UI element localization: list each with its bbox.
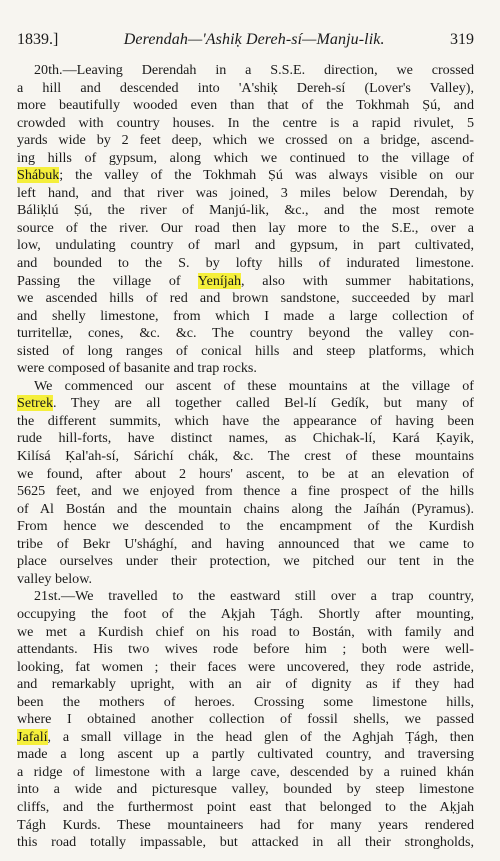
text-line bbox=[17, 694, 474, 712]
text-segment: more beautifully wooded even than that of the Tokhmah Ṣú, and bbox=[17, 97, 474, 114]
text-line bbox=[17, 606, 474, 624]
text-line bbox=[17, 378, 474, 396]
text-segment: . They are all together called Bel-lí Gedík, but many of bbox=[53, 395, 474, 412]
highlighted-place-name: Jafalí bbox=[17, 728, 48, 745]
text-segment: Tágh Kurds. These mountaineers had for many years rendered bbox=[17, 816, 474, 833]
text-line bbox=[17, 255, 474, 273]
text-line bbox=[17, 220, 474, 238]
text-line bbox=[17, 817, 474, 835]
text-segment: crowded with country houses. In the centre is a rapid rivulet, 5 bbox=[17, 114, 474, 131]
text-line bbox=[17, 360, 474, 378]
text-line bbox=[17, 641, 474, 659]
text-segment: sisted of long ranges of conical hills and steep platforms, which bbox=[17, 342, 474, 359]
text-segment: , a small village in the head glen of the Aghjah Ṭágh, then bbox=[47, 728, 474, 745]
text-line bbox=[17, 132, 474, 150]
text-line bbox=[17, 395, 474, 413]
header-title: Derendah—'Ashiḳ Dereh-sí—Manju-lik. bbox=[123, 31, 385, 48]
highlighted-place-name: Yeníjah bbox=[197, 272, 241, 289]
text-line bbox=[17, 466, 474, 484]
text-segment: and remarkably upright, with an air of dignity as if they had bbox=[17, 676, 474, 693]
text-line bbox=[17, 711, 474, 729]
text-segment: we ascended hills of red and brown sandstone, succeeded by marl bbox=[17, 290, 474, 307]
text-line bbox=[17, 518, 474, 536]
highlighted-place-name: Shábuk bbox=[17, 167, 60, 184]
text-segment: been the mothers of heroes. Crossing some limestone hills, bbox=[17, 693, 474, 710]
text-segment: into a wide and picturesque valley, bounded by steep limestone bbox=[17, 781, 474, 798]
text-line bbox=[17, 167, 474, 185]
text-segment: cliffs, and the furthermost point east that belonged to the Aḳjah bbox=[17, 798, 474, 815]
text-line bbox=[17, 237, 474, 255]
text-segment: yards wide by 2 feet deep, which we crossed on a bridge, ascend- bbox=[17, 132, 474, 149]
text-line bbox=[17, 448, 474, 466]
text-segment: 20th.—Leaving Derendah in a S.S.E. direction, we crossed bbox=[34, 62, 474, 78]
text-segment: we met a Kurdish chief on his road to Bostán, with family and bbox=[17, 623, 474, 640]
text-line bbox=[17, 483, 474, 501]
text-segment: tribe of Bekr U'shághí, and having announced that we came to bbox=[17, 535, 474, 552]
text-line bbox=[17, 729, 474, 747]
text-segment: occupying the foot of the Aḳjah Ṭágh. Shortly after mounting, bbox=[17, 605, 474, 622]
text-segment: a ridge of limestone with a large cave, descended by a ruined khán bbox=[17, 763, 474, 780]
text-segment: attendants. His two wives rode before him ; both were well- bbox=[17, 641, 474, 658]
text-line bbox=[17, 343, 474, 361]
text-segment: and shelly limestone, from which I made a large collection of bbox=[17, 307, 474, 324]
text-segment: the different summits, which have the appearance of having been bbox=[17, 412, 474, 429]
text-segment: place ourselves under their protection, we pitched our tent in the bbox=[17, 553, 474, 570]
text-segment: and bounded to the S. by lofty hills of indurated limestone. bbox=[17, 255, 474, 272]
text-segment: ; the valley of the Tokhmah Ṣú was always visible on our bbox=[59, 167, 474, 184]
text-segment: we found, after about 2 hours' ascent, to be at an elevation of bbox=[17, 465, 474, 482]
text-line bbox=[17, 80, 474, 98]
text-line bbox=[17, 185, 474, 203]
text-line bbox=[17, 588, 474, 606]
text-segment: source of the river. Our road then lay more to the S.E., over a bbox=[17, 219, 474, 236]
text-line bbox=[17, 97, 474, 115]
text-line bbox=[17, 781, 474, 799]
text-line bbox=[17, 62, 474, 80]
text-segment: , also with summer habitations, bbox=[241, 272, 474, 289]
text-segment: valley below. bbox=[17, 570, 93, 587]
running-header bbox=[17, 31, 474, 49]
text-segment: 5625 feet, and we enjoyed from thence a fine prospect of the hills bbox=[17, 483, 474, 500]
text-segment: ing hills of gypsum, along which we continued to the village of bbox=[17, 149, 474, 166]
text-segment: were composed of basanite and trap rocks. bbox=[17, 360, 257, 377]
text-line bbox=[17, 413, 474, 431]
text-segment: a hill and descended into 'A'shiḳ Dereh-sí (Lover's Valley), bbox=[17, 79, 474, 96]
text-line bbox=[17, 676, 474, 694]
text-segment: Báliḳlú Ṣú, the river of Manjú-lik, &c., and the most remote bbox=[17, 202, 474, 219]
text-segment: Passing the village of bbox=[17, 272, 198, 289]
text-line bbox=[17, 308, 474, 326]
text-line bbox=[17, 150, 474, 168]
text-segment: rude hill-forts, have distinct names, as Chichak-lí, Kará Ḳayik, bbox=[17, 430, 474, 447]
body-text bbox=[17, 62, 474, 852]
text-line bbox=[17, 553, 474, 571]
text-line bbox=[17, 536, 474, 554]
text-line bbox=[17, 290, 474, 308]
text-segment: 21st.—We travelled to the eastward still over a trap country, bbox=[34, 588, 474, 605]
text-segment: of Al Bostán and the mountain chains along the Jaíhán (Pyramus). bbox=[17, 500, 474, 517]
text-segment: made a long ascent up a partly cultivated country, and traversing bbox=[17, 746, 474, 763]
text-line bbox=[17, 659, 474, 677]
text-line bbox=[17, 430, 474, 448]
text-line bbox=[17, 501, 474, 519]
text-segment: looking, fat women ; their faces were uncovered, they rode astride, bbox=[17, 658, 474, 675]
text-line bbox=[17, 325, 474, 343]
text-line bbox=[17, 799, 474, 817]
text-line bbox=[17, 202, 474, 220]
text-line bbox=[17, 571, 474, 589]
text-line bbox=[17, 115, 474, 133]
text-line bbox=[17, 764, 474, 782]
text-segment: low, undulating country of marl and gypsum, in part cultivated, bbox=[17, 237, 474, 254]
text-line bbox=[17, 834, 474, 852]
text-line bbox=[17, 746, 474, 764]
text-line bbox=[17, 273, 474, 291]
page-number: 319 bbox=[450, 31, 474, 48]
text-segment: We commenced our ascent of these mountains at the village of bbox=[34, 377, 474, 394]
text-line bbox=[17, 624, 474, 642]
text-segment: this road totally impassable, but attacked in all their strongholds, bbox=[17, 834, 474, 851]
highlighted-place-name: Setrek bbox=[17, 395, 54, 412]
text-segment: From hence we descended to the encampment of the Kurdish bbox=[17, 518, 474, 535]
text-segment: Kilísá Ḳal'ah-sí, Sárichí chák, &c. The crest of these mountains bbox=[17, 448, 474, 465]
header-year: 1839.] bbox=[17, 31, 59, 48]
text-segment: turritellæ, cones, &c. &c. The country beyond the valley con- bbox=[17, 325, 474, 342]
text-segment: left hand, and that river was joined, 3 miles below Derendah, by bbox=[17, 184, 474, 201]
text-segment: where I obtained another collection of fossil shells, we passed bbox=[17, 711, 474, 728]
